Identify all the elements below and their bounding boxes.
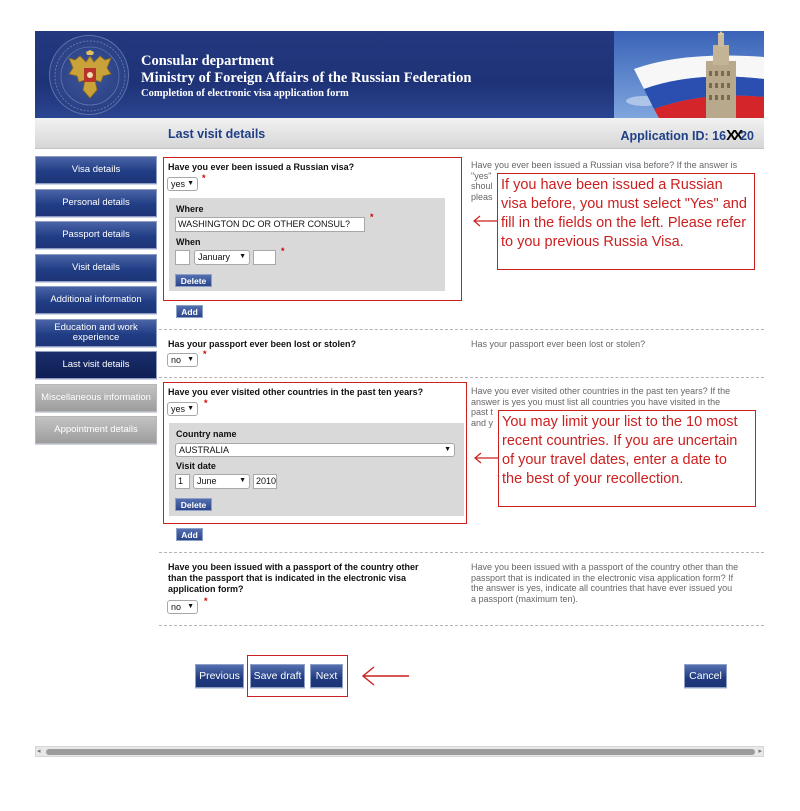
sidebar-item-additional-information[interactable] [35, 286, 157, 314]
help-line: Have you ever been issued a Russian visa before? If the answer is [471, 160, 738, 170]
scroll-right-arrow-icon[interactable]: ▸ [758, 748, 762, 755]
annotation-callout-countries: You may limit your list to the 10 most recent countries. If you are uncertain of your travel dates, enter a date to the best of your recollection. [498, 410, 756, 507]
header-subtitle: Completion of electronic visa application form [141, 88, 349, 99]
required-asterisk: * [202, 173, 206, 183]
divider [159, 625, 764, 626]
dropdown-arrow-icon: ▼ [239, 253, 246, 260]
question-line: than the passport that is indicated in the electronic visa [168, 573, 407, 583]
help-line: shoul [471, 181, 493, 191]
emblem-ring [50, 36, 130, 116]
sidebar-item-miscellaneous[interactable] [35, 384, 157, 412]
annotation-frame-buttons [247, 655, 348, 697]
previous-button[interactable]: Previous [195, 664, 244, 688]
help-line: past t [471, 407, 494, 417]
save-draft-button[interactable]: Save draft [250, 664, 305, 688]
help-line: "yes" [471, 170, 492, 181]
sidebar-item-label: Last visit details [62, 359, 130, 370]
select-value: no [171, 602, 182, 612]
help-line: passport that is indicated in the electronic visa application form? If [471, 572, 734, 583]
where-label: Where [176, 204, 204, 214]
dropdown-arrow-icon: ▼ [187, 603, 194, 610]
application-id [621, 127, 755, 144]
sidebar-item-visa-details[interactable] [35, 156, 157, 184]
divider [159, 329, 764, 330]
select-value: January [198, 252, 231, 262]
help-line: a passport (maximum ten). [471, 593, 579, 604]
annotation-arrow-left-icon [473, 451, 499, 465]
delete-visa-button[interactable]: Delete [175, 274, 212, 287]
question-line: application form? [168, 584, 244, 594]
sidebar-item-passport-details[interactable] [35, 221, 157, 249]
delete-country-button[interactable]: Delete [175, 498, 212, 511]
flag-building-image [614, 31, 764, 118]
question-line: Have you been issued with a passport of the country other [168, 562, 419, 572]
sidebar-item-label: Passport details [62, 229, 130, 240]
question-text: Have you ever been issued a Russian visa? [168, 162, 355, 172]
select-value: AUSTRALIA [179, 445, 230, 455]
help-line: the answer is yes, indicate all countries that have ever issued you [471, 583, 733, 593]
dropdown-arrow-icon: ▼ [187, 356, 194, 363]
sidebar-item-label: Additional information [50, 294, 142, 305]
section-header-bar [35, 118, 764, 149]
dropdown-arrow-icon: ▼ [187, 405, 194, 412]
question-lost-passport: Has your passport ever been lost or stolen? [168, 339, 357, 349]
scroll-left-arrow-icon[interactable]: ◂ [37, 748, 41, 755]
required-asterisk: * [370, 212, 374, 222]
divider [159, 377, 764, 378]
sidebar-item-label: Miscellaneous information [41, 391, 151, 403]
help-line: Have you been issued with a passport of the country other than the [471, 562, 739, 572]
when-label: When [176, 237, 201, 247]
required-asterisk: * [204, 596, 208, 606]
sidebar-item-label: Education and work experience [54, 321, 138, 343]
sidebar-item-label: Personal details [62, 196, 130, 208]
horizontal-scrollbar[interactable] [35, 746, 764, 757]
help-text-other-passport [471, 562, 738, 604]
cancel-button[interactable]: Cancel [684, 664, 727, 688]
sidebar-item-appointment-details[interactable] [35, 416, 157, 444]
page-title: Last visit details [168, 127, 266, 141]
visit-day-input[interactable]: 1 [175, 474, 190, 489]
sidebar-item-label: Appointment details [54, 424, 138, 435]
help-line: pleas [471, 191, 493, 202]
application-id-label: Application ID: 16 [620, 129, 727, 143]
lost-passport-select[interactable] [167, 353, 198, 367]
sidebar-item-personal-details[interactable] [35, 189, 157, 217]
visit-year-input[interactable]: 2010 [253, 474, 277, 489]
select-value: yes [171, 404, 186, 414]
application-id-suffix: 20 [740, 129, 754, 143]
question-visited-countries: Have you ever visited other countries in the past ten years? [168, 387, 424, 397]
add-country-button[interactable]: Add [176, 528, 203, 541]
divider [159, 552, 764, 553]
header-title-ministry: Ministry of Foreign Affairs of the Russian Federation [141, 70, 472, 86]
sidebar-item-last-visit-details[interactable] [35, 351, 157, 379]
header-title-department: Consular department [141, 53, 275, 69]
dropdown-arrow-icon: ▼ [187, 180, 194, 187]
sidebar-item-visit-details[interactable] [35, 254, 157, 282]
ministry-emblem [49, 35, 129, 115]
dropdown-arrow-icon: ▼ [444, 446, 451, 453]
sidebar-nav [35, 156, 159, 449]
required-asterisk: * [203, 349, 207, 359]
sidebar-item-label: Visit details [72, 261, 120, 273]
annotation-callout-visa: If you have been issued a Russian visa before, you must select "Yes" and fill in the fields on the left. Please refer to you previous Russia Visa. [497, 173, 755, 270]
header-banner [35, 31, 764, 118]
annotation-frame-visa [163, 157, 462, 301]
annotation-arrow-left-icon [360, 664, 410, 688]
help-line: Have you ever visited other countries in the past ten years? If the [471, 386, 731, 396]
annotation-frame-countries [163, 382, 467, 524]
select-value: June [197, 476, 217, 486]
visit-date-label: Visit date [176, 461, 216, 471]
help-line: and y [471, 417, 494, 428]
help-line: answer is yes you must list all countries you have visited in the [471, 396, 721, 407]
where-input[interactable]: WASHINGTON DC OR OTHER CONSUL? [175, 217, 365, 232]
sidebar-item-education-work[interactable] [35, 319, 157, 347]
scrollbar-thumb[interactable] [46, 749, 755, 755]
dropdown-arrow-icon: ▼ [239, 477, 246, 484]
next-button[interactable]: Next [310, 664, 343, 688]
other-passport-select[interactable] [167, 600, 198, 614]
required-asterisk: * [204, 398, 208, 408]
question-other-passport [168, 562, 419, 595]
annotation-arrow-left-icon [472, 214, 498, 228]
required-asterisk: * [281, 246, 285, 256]
sidebar-item-label: Visa details [71, 164, 121, 175]
select-value: yes [171, 179, 186, 189]
select-value: no [171, 355, 182, 365]
application-id-redaction: XX [726, 127, 741, 144]
country-name-label: Country name [176, 429, 237, 439]
help-text-lost-passport: Has your passport ever been lost or stolen? [471, 339, 646, 349]
add-visa-button[interactable]: Add [176, 305, 203, 318]
